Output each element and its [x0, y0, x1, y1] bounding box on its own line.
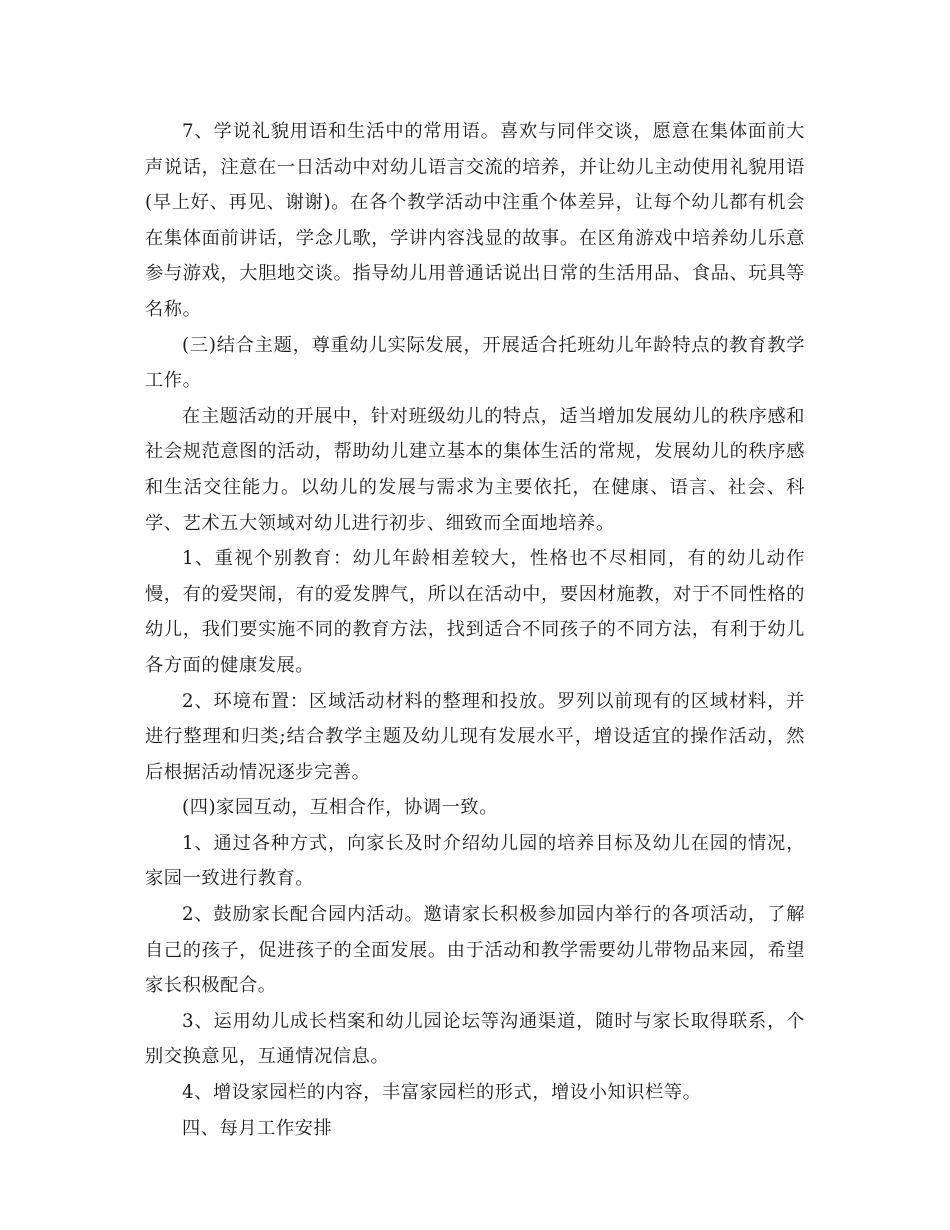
heading-monthly-schedule: 四、每月工作安排 [182, 1117, 333, 1139]
paragraph-home-school-3: 3、运用幼儿成长档案和幼儿园论坛等沟通渠道，随时与家长取得联系，个别交换意见，互通情况信息。 [145, 1010, 805, 1068]
heading-section-four: (四)家园互动，互相合作，协调一致。 [182, 797, 498, 819]
document-body [145, 114, 805, 1146]
paragraph-environment-layout: 2、环境布置：区域活动材料的整理和投放。罗列以前现有的区域材料，并进行整理和归类;结合教学主题及幼儿现有发展水平，增设适宜的操作活动，然后根据活动情况逐步完善。 [145, 690, 805, 783]
paragraph-home-school-1: 1、通过各种方式，向家长及时介绍幼儿园的培养目标及幼儿在园的情况，家园一致进行教育。 [145, 832, 805, 890]
paragraph-individual-education: 1、重视个别教育：幼儿年龄相差较大，性格也不尽相同，有的幼儿动作慢，有的爱哭闹，有的爱发脾气，所以在活动中，要因材施教，对于不同性格的幼儿，我们要实施不同的教育方法，找到适合不同孩子的不同方法，有利于幼儿各方面的健康发展。 [145, 548, 805, 676]
heading-section-three: (三)结合主题，尊重幼儿实际发展，开展适合托班幼儿年龄特点的教育教学工作。 [145, 334, 805, 392]
paragraph-language-politeness: 7、学说礼貌用语和生活中的常用语。喜欢与同伴交谈，愿意在集体面前大声说话，注意在一日活动中对幼儿语言交流的培养，并让幼儿主动使用礼貌用语(早上好、再见、谢谢)。在各个教学活动中注重个体差异，让每个幼儿都有机会在集体面前讲话，学念儿歌，学讲内容浅显的故事。在区角游戏中培养幼儿乐意参与游戏，大胆地交谈。指导幼儿用普通话说出日常的生活用品、食品、玩具等名称。 [145, 121, 805, 320]
paragraph-theme-activities: 在主题活动的开展中，针对班级幼儿的特点，适当增加发展幼儿的秩序感和社会规范意图的活动，帮助幼儿建立基本的集体生活的常规，发展幼儿的秩序感和生活交往能力。以幼儿的发展与需求为主要依托，在健康、语言、社会、科学、艺术五大领域对幼儿进行初步、细致而全面地培养。 [145, 405, 805, 534]
paragraph-home-school-2: 2、鼓励家长配合园内活动。邀请家长积极参加园内举行的各项活动，了解自己的孩子，促进孩子的全面发展。由于活动和教学需要幼儿带物品来园，希望家长积极配合。 [145, 904, 805, 997]
paragraph-home-school-4: 4、增设家园栏的内容，丰富家园栏的形式，增设小知识栏等。 [182, 1082, 702, 1104]
